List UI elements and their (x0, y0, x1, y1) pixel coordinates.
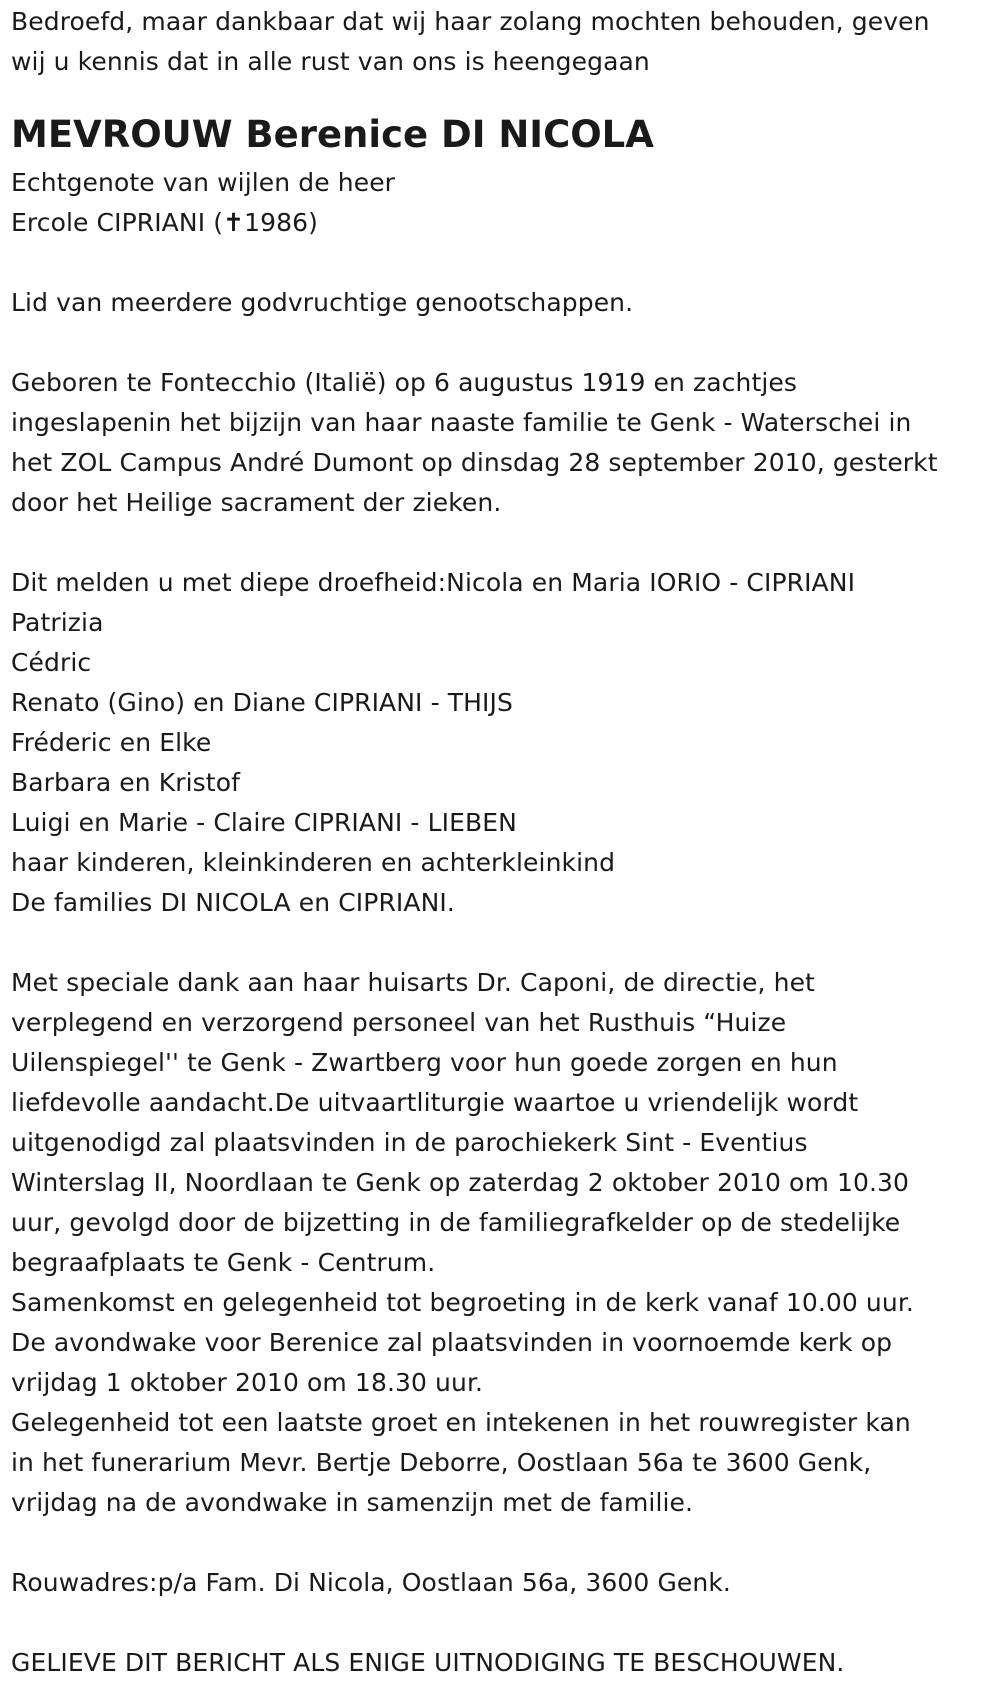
intro-line: wij u kennis dat in alle rust van ons is heengegaan (11, 47, 650, 76)
paragraph-gap (11, 1603, 996, 1643)
birth-death-line: door het Heilige sacrament der zieken. (11, 488, 502, 517)
paragraph-gap (11, 1523, 996, 1563)
service-line: De avondwake voor Berenice zal plaatsvinden in voornoemde kerk op (11, 1328, 893, 1357)
paragraph-gap (11, 523, 996, 563)
service-line: Uilenspiegel'' te Genk - Zwartberg voor hun goede zorgen en hun (11, 1048, 838, 1077)
intro-paragraph (11, 2, 996, 82)
service-line: Winterslag II, Noordlaan te Genk op zaterdag 2 oktober 2010 om 10.30 (11, 1168, 910, 1197)
birth-death-line: Geboren te Fontecchio (Italië) op 6 augustus 1919 en zachtjes (11, 368, 798, 397)
obituary-notice (11, 2, 996, 1683)
family-line: haar kinderen, kleinkinderen en achterkleinkind (11, 848, 616, 877)
spouse-paragraph (11, 163, 996, 243)
paragraph-gap (11, 243, 996, 283)
service-line: Gelegenheid tot een laatste groet en intekenen in het rouwregister kan (11, 1408, 911, 1437)
service-line: vrijdag 1 oktober 2010 om 18.30 uur. (11, 1368, 484, 1397)
closing-notice: GELIEVE DIT BERICHT ALS ENIGE UITNODIGING TE BESCHOUWEN. (11, 1648, 845, 1677)
service-line: verplegend en verzorgend personeel van het Rusthuis “Huize (11, 1008, 787, 1037)
family-line: Cédric (11, 648, 92, 677)
paragraph-gap (11, 323, 996, 363)
birth-death-line: ingeslapenin het bijzijn van haar naaste familie te Genk - Waterschei in (11, 408, 912, 437)
deceased-name: MEVROUW Berenice DI NICOLA (11, 113, 654, 156)
family-line: Renato (Gino) en Diane CIPRIANI - THIJS (11, 688, 513, 717)
service-line: Met speciale dank aan haar huisarts Dr. Caponi, de directie, het (11, 968, 815, 997)
service-line: in het funerarium Mevr. Bertje Deborre, Oostlaan 56a te 3600 Genk, (11, 1448, 872, 1477)
service-line: uur, gevolgd door de bijzetting in de familiegrafkelder op de stedelijke (11, 1208, 901, 1237)
mourning-address: Rouwadres:p/a Fam. Di Nicola, Oostlaan 56a, 3600 Genk. (11, 1568, 731, 1597)
thanks-service-paragraph (11, 963, 996, 1523)
spouse-line: Ercole CIPRIANI (✝1986) (11, 208, 318, 237)
family-line: Dit melden u met diepe droefheid:Nicola en Maria IORIO - CIPRIANI (11, 568, 856, 597)
family-paragraph (11, 563, 996, 923)
intro-line: Bedroefd, maar dankbaar dat wij haar zolang mochten behouden, geven (11, 7, 930, 36)
family-line: Barbara en Kristof (11, 768, 240, 797)
service-line: vrijdag na de avondwake in samenzijn met de familie. (11, 1488, 694, 1517)
birth-death-paragraph (11, 363, 996, 523)
spouse-line: Echtgenote van wijlen de heer (11, 168, 396, 197)
service-line: uitgenodigd zal plaatsvinden in de parochiekerk Sint - Eventius (11, 1128, 808, 1157)
family-line: Luigi en Marie - Claire CIPRIANI - LIEBEN (11, 808, 517, 837)
family-line: De families DI NICOLA en CIPRIANI. (11, 888, 455, 917)
service-line: begraafplaats te Genk - Centrum. (11, 1248, 436, 1277)
service-line: Samenkomst en gelegenheid tot begroeting in de kerk vanaf 10.00 uur. (11, 1288, 914, 1317)
family-line: Fréderic en Elke (11, 728, 212, 757)
paragraph-gap (11, 923, 996, 963)
family-line: Patrizia (11, 608, 104, 637)
birth-death-line: het ZOL Campus André Dumont op dinsdag 28 september 2010, gesterkt (11, 448, 938, 477)
service-line: liefdevolle aandacht.De uitvaartliturgie waartoe u vriendelijk wordt (11, 1088, 859, 1117)
membership-line: Lid van meerdere godvruchtige genootschappen. (11, 288, 634, 317)
